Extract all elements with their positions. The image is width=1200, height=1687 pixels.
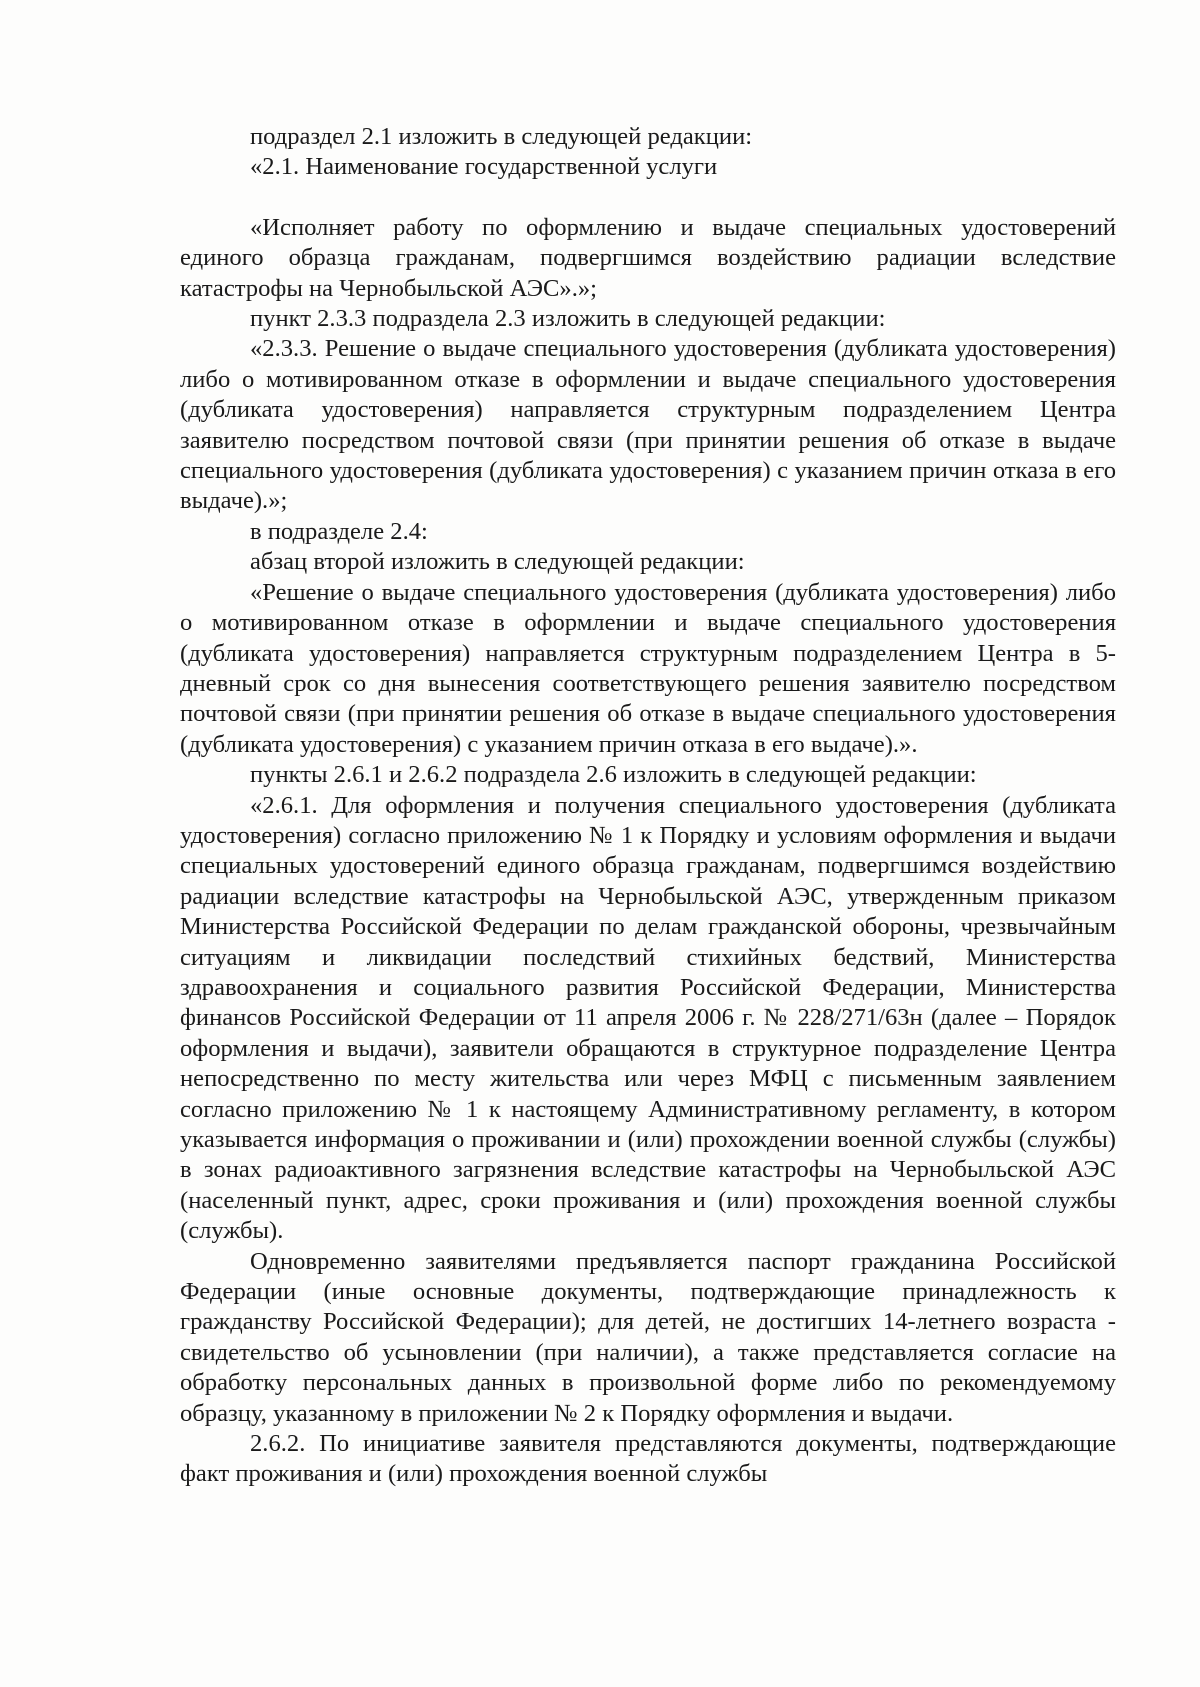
paragraph-subsection-2-4: в подразделе 2.4:: [250, 517, 428, 545]
paragraph-point-2-6-2: 2.6.2. По инициативе заявителя представляются документы, подтверждающие факт проживания и (или) прохождения военной службы: [180, 1430, 1116, 1488]
paragraph-service-name: «Исполняет работу по оформлению и выдаче специальных удостоверений единого образца гражданам, подвергшимся воздействию радиации вследствие катастрофы на Чернобыльской АЭС».»;: [180, 213, 1116, 302]
paragraph-subsection-2-1-intro: подраздел 2.1 изложить в следующей редакции:: [250, 123, 753, 150]
paragraph-point-2-6-1: «2.6.1. Для оформления и получения специального удостоверения (дубликата удостоверения) согласно приложению № 1 к Порядку и условиям оформления и выдачи специальных удостоверений единого образца гражданам, подвергшимся воздействию радиации вследствие катастрофы на Чернобыльской АЭС, утвержденным приказом Министерства Российской Федерации по делам гражданской обороны, чрезвычайным ситуациям и ликвидации последствий стихийных бедствий, Министерства здравоохранения и социального развития Российской Федерации, Министерства финансов Российской Федерации от 11 апреля 2006 г. № 228/271/63н (далее – Порядок оформления и выдачи), заявители обращаются в структурное подразделение Центра непосредственно по месту жительства или через МФЦ с письменным заявлением согласно приложению № 1 к настоящему Административному регламенту, в котором указывается информация о проживании и (или) прохождении военной службы (службы) в зонах радиоактивного загрязнения вследствие катастрофы на Чернобыльской АЭС (населенный пункт, адрес, сроки проживания и (или) прохождения военной службы (службы).: [180, 791, 1116, 1245]
paragraph-point-2-3-3-intro: пункт 2.3.3 подраздела 2.3 изложить в следующей редакции:: [250, 305, 886, 333]
paragraph-spacer: [180, 183, 1116, 213]
paragraph-documents-presented: Одновременно заявителями предъявляется паспорт гражданина Российской Федерации (иные основные документы, подтверждающие принадлежность к гражданству Российской Федерации); для детей, не достигших 14-летнего возраста - свидетельство об усыновлении (при наличии), а также представляется согласие на обработку персональных данных в произвольной форме либо по рекомендуемому образцу, указанному в приложении № 2 к Порядку оформления и выдачи.: [180, 1247, 1116, 1427]
paragraph-points-2-6-intro: пункты 2.6.1 и 2.6.2 подраздела 2.6 изложить в следующей редакции:: [250, 761, 977, 789]
paragraph-point-2-3-3: «2.3.3. Решение о выдаче специального удостоверения (дубликата удостоверения) либо о мотивированном отказе в оформлении и выдаче специального удостоверения (дубликата удостоверения) направляется структурным подразделением Центра заявителю посредством почтовой связи (при принятии решения об отказе в выдаче специального удостоверения (дубликата удостоверения) с указанием причин отказа в его выдаче).»;: [180, 335, 1116, 515]
paragraph-subsection-2-1-title: «2.1. Наименование государственной услуги: [250, 153, 718, 181]
document-body: [180, 122, 1116, 1490]
paragraph-second-paragraph-intro: абзац второй изложить в следующей редакции:: [250, 548, 745, 576]
paragraph-decision-text: «Решение о выдаче специального удостоверения (дубликата удостоверения) либо о мотивированном отказе в оформлении и выдаче специального удостоверения (дубликата удостоверения) направляется структурным подразделением Центра в 5-дневный срок со дня вынесения соответствующего решения заявителю посредством почтовой связи (при принятии решения об отказе в выдаче специального удостоверения (дубликата удостоверения) с указанием причин отказа в его выдаче).».: [180, 578, 1116, 758]
